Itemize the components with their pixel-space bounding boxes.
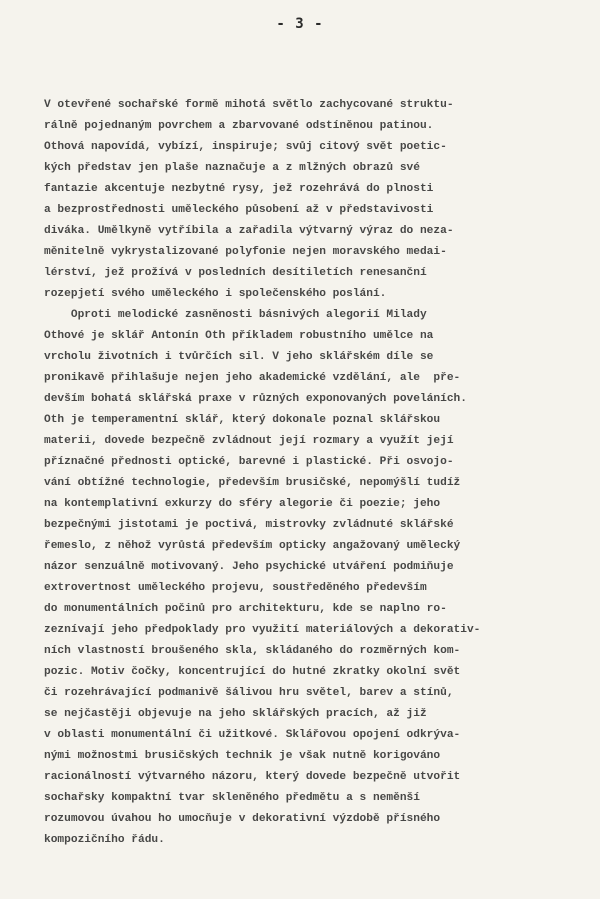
text-line: racionálností výtvarného názoru, který dovede bezpečně utvořit — [44, 771, 461, 783]
text-line: kompozičního řádu. — [44, 834, 165, 846]
text-line: bezpečnými jistotami je poctivá, mistrovky zvládnuté sklářské — [44, 519, 454, 531]
text-line: na kontemplativní exkurzy do sféry alegorie či poezie; jeho — [44, 498, 441, 510]
text-line: nými možnostmi brusičských technik je však nutně korigováno — [44, 750, 441, 762]
text-line: materii, dovede bezpečně zvládnout její rozmary a využít její — [44, 435, 454, 447]
text-line: fantazie akcentuje nezbytné rysy, jež rozehrává do plnosti — [44, 183, 434, 195]
text-line: příznačné přednosti optické, barevné i plastické. Při osvojo- — [44, 456, 454, 468]
text-line: rozumovou úvahou ho umocňuje v dekorativní výzdobě přísného — [44, 813, 441, 825]
text-line: v oblasti monumentální či užitkové. Sklářovou opojení odkrýva- — [44, 729, 461, 741]
text-line: či rozehrávající podmanivě šálivou hru světel, barev a stínů, — [44, 687, 454, 699]
text-line: a bezprostřednosti uměleckého působení až v představivosti — [44, 204, 434, 216]
text-line: zeznívají jeho předpoklady pro využití materiálových a dekorativ- — [44, 624, 481, 636]
text-line: Oth je temperamentní sklář, který dokonale poznal sklářskou — [44, 414, 441, 426]
text-line: devším bohatá sklářská praxe v různých exponovaných poveláních. — [44, 393, 467, 405]
text-line: ních vlastností broušeného skla, skládaného do rozměrných kom- — [44, 645, 461, 657]
text-line: pronikavě přihlašuje nejen jeho akademické vzdělání, ale pře- — [44, 372, 461, 384]
text-line: vrcholu životních i tvůrčích sil. V jeho sklářském díle se — [44, 351, 434, 363]
text-line: do monumentálních počinů pro architekturu, kde se naplno ro- — [44, 603, 447, 615]
text-line: extrovertnost uměleckého projevu, soustředěného především — [44, 582, 427, 594]
text-line: Othové je sklář Antonín Oth příkladem robustního umělce na — [44, 330, 434, 342]
text-line: kých představ jen plaše naznačuje a z mlžných obrazů své — [44, 162, 420, 174]
text-line: řemeslo, z něhož vyrůstá především opticky angažovaný umělecký — [44, 540, 461, 552]
text-line: Othová napovídá, vybízí, inspiruje; svůj citový svět poetic- — [44, 141, 447, 153]
text-line: rálně pojednaným povrchem a zbarvované odstíněnou patinou. — [44, 120, 434, 132]
text-line: lérství, jež prožívá v posledních desítiletích renesanční — [44, 267, 427, 279]
text-line: V otevřené sochařské formě mihotá světlo zachycované struktu- — [44, 99, 454, 111]
text-line: měnitelně vykrystalizované polyfonie nejen moravského medai- — [44, 246, 447, 258]
text-line: pozic. Motiv čočky, koncentrující do hutné zkratky okolní svět — [44, 666, 461, 678]
text-line: názor senzuálně motivovaný. Jeho psychické utváření podmiňuje — [44, 561, 454, 573]
text-line: Oproti melodické zasněnosti básnivých alegorií Milady — [44, 309, 427, 321]
text-line: rozepjetí svého uměleckého i společenského poslání. — [44, 288, 387, 300]
text-line: sochařsky kompaktní tvar skleněného předmětu a s neměnší — [44, 792, 420, 804]
page-number: - 3 - — [276, 16, 324, 32]
text-line: vání obtížné technologie, především brusičské, nepomýšlí tudíž — [44, 477, 461, 489]
text-line: se nejčastěji objevuje na jeho sklářských pracích, až již — [44, 708, 427, 720]
text-line: diváka. Umělkyně vytříbila a zařadila výtvarný výraz do neza- — [44, 225, 454, 237]
